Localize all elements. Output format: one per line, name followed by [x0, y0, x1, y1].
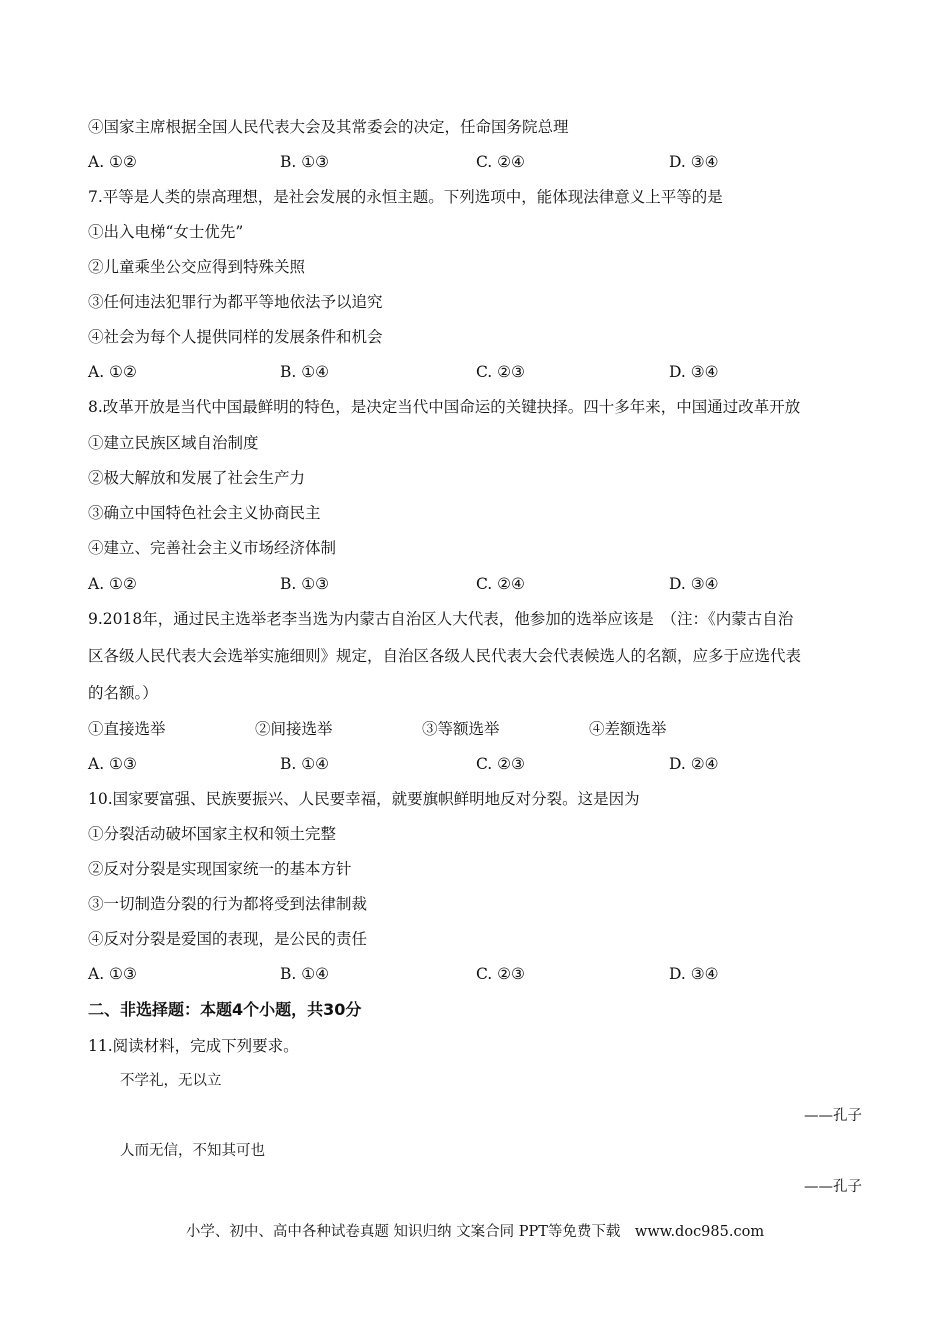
- choice-4: ④差额选举: [589, 720, 667, 738]
- q8-item-4: ④建立、完善社会主义市场经济体制: [88, 539, 337, 557]
- choice-1: ①直接选举: [88, 720, 166, 738]
- q7-item-2: ②儿童乘坐公交应得到特殊关照: [88, 258, 306, 276]
- q10-item-3: ③一切制造分裂的行为都将受到法律制裁: [88, 895, 368, 913]
- option-a: A. ①③: [88, 755, 137, 773]
- option-b: B. ①④: [280, 363, 330, 381]
- page-footer: 小学、初中、高中各种试卷真题 知识归纳 文案合同 PPT等免费下载 www.doc985.com: [185, 1224, 765, 1240]
- option-b: B. ①④: [280, 755, 330, 773]
- q9-options: [88, 754, 868, 774]
- q7-stem: 7.平等是人类的崇高理想，是社会发展的永恒主题。下列选项中，能体现法律意义上平等的是: [88, 188, 723, 206]
- option-d: D. ③④: [669, 575, 719, 593]
- option-c: C. ②③: [476, 363, 525, 381]
- option-c: C. ②④: [476, 153, 525, 171]
- option-d: D. ②④: [669, 755, 719, 773]
- section-heading: 二、非选择题：本题4个小题，共30分: [88, 1000, 362, 1019]
- option-a: A. ①②: [88, 153, 137, 171]
- q8-item-1: ①建立民族区域自治制度: [88, 434, 259, 452]
- choice-2: ②间接选举: [255, 720, 333, 738]
- q10-options: [88, 964, 868, 984]
- option-a: A. ①②: [88, 575, 137, 593]
- q7-item-1: ①出入电梯“女士优先”: [88, 223, 244, 241]
- q8-options: [88, 574, 868, 594]
- q6-item-4: ④国家主席根据全国人民代表大会及其常委会的决定，任命国务院总理: [88, 118, 569, 136]
- quote-1: 不学礼，无以立: [120, 1073, 222, 1089]
- option-b: B. ①③: [280, 153, 330, 171]
- q9-stem-line-2: 区各级人民代表大会选举实施细则》规定，自治区各级人民代表大会代表候选人的名额，应多于应选代表: [88, 647, 802, 665]
- option-a: A. ①③: [88, 965, 137, 983]
- q11-stem: 11.阅读材料，完成下列要求。: [88, 1037, 299, 1055]
- q10-item-4: ④反对分裂是爱国的表现，是公民的责任: [88, 930, 368, 948]
- option-d: D. ③④: [669, 363, 719, 381]
- q7-item-4: ④社会为每个人提供同样的发展条件和机会: [88, 328, 383, 346]
- q9-choices: [88, 719, 868, 739]
- q7-item-3: ③任何违法犯罪行为都平等地依法予以追究: [88, 293, 383, 311]
- option-b: B. ①④: [280, 965, 330, 983]
- q8-item-3: ③确立中国特色社会主义协商民主: [88, 504, 321, 522]
- q8-item-2: ②极大解放和发展了社会生产力: [88, 469, 306, 487]
- option-c: C. ②④: [476, 575, 525, 593]
- option-d: D. ③④: [669, 153, 719, 171]
- q7-options: [88, 362, 868, 382]
- option-a: A. ①②: [88, 363, 137, 381]
- q10-stem: 10.国家要富强、民族要振兴、人民要幸福，就要旗帜鲜明地反对分裂。这是因为: [88, 790, 640, 808]
- q10-item-1: ①分裂活动破坏国家主权和领土完整: [88, 825, 337, 843]
- choice-3: ③等额选举: [422, 720, 500, 738]
- option-c: C. ②③: [476, 965, 525, 983]
- option-d: D. ③④: [669, 965, 719, 983]
- quote-2: 人而无信，不知其可也: [120, 1143, 265, 1159]
- quote-2-attribution: ——孔子: [804, 1179, 862, 1195]
- q10-item-2: ②反对分裂是实现国家统一的基本方针: [88, 860, 352, 878]
- q9-stem-line-1: 9.2018年，通过民主选举老李当选为内蒙古自治区人大代表，他参加的选举应该是 （注：《内蒙古自治: [88, 610, 794, 628]
- quote-1-attribution: ——孔子: [804, 1108, 862, 1124]
- q6-options: [88, 152, 868, 172]
- q8-stem: 8.改革开放是当代中国最鲜明的特色，是决定当代中国命运的关键抉择。四十多年来，中国通过改革开放: [88, 398, 801, 416]
- option-b: B. ①③: [280, 575, 330, 593]
- option-c: C. ②③: [476, 755, 525, 773]
- q9-stem-line-3: 的名额。）: [88, 684, 158, 702]
